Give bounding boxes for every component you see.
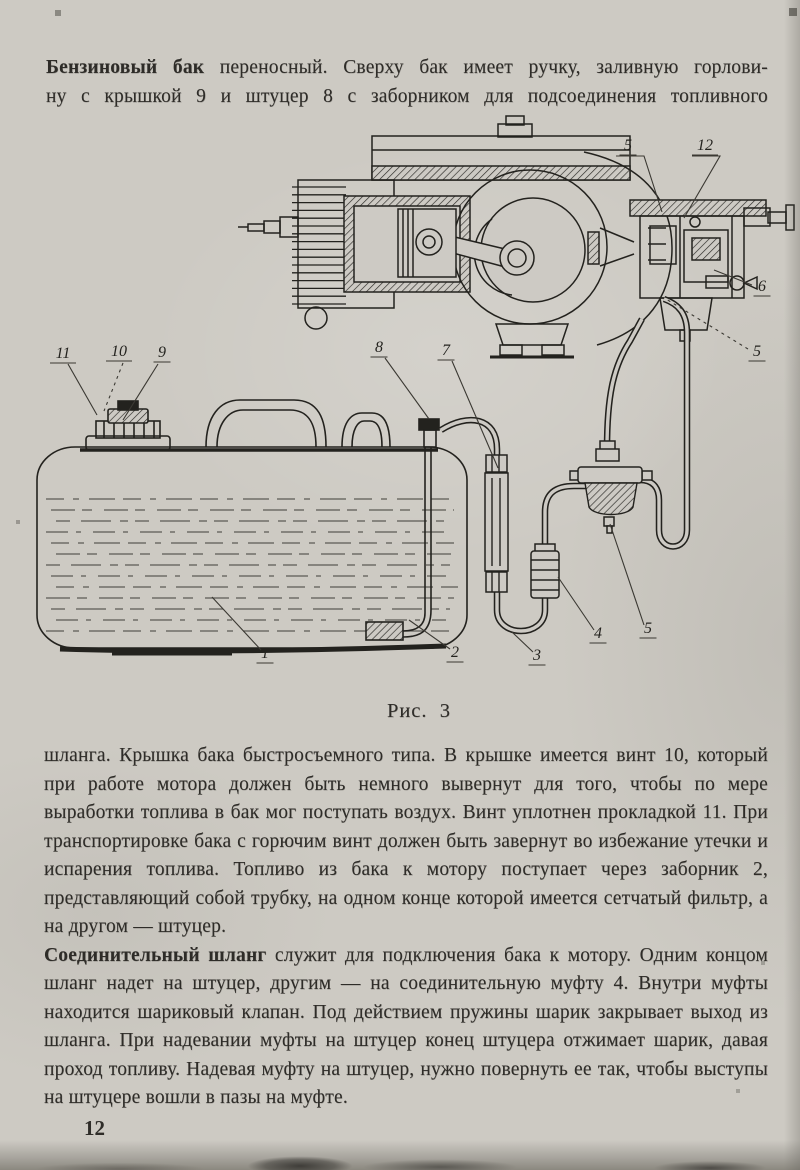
- intro-line1: переносный. Сверху бак имеет ручку, заливную горлови-: [204, 57, 768, 78]
- coupling-drawing: [531, 551, 559, 598]
- scan-specks: [0, 0, 2, 2]
- svg-text:10: 10: [111, 343, 127, 360]
- svg-text:9: 9: [158, 344, 166, 361]
- svg-text:3: 3: [533, 647, 541, 664]
- svg-text:12: 12: [697, 137, 713, 154]
- svg-text:5: 5: [644, 620, 652, 637]
- intro-paragraph: [46, 54, 768, 111]
- svg-text:4: 4: [594, 625, 602, 642]
- svg-text:1: 1: [261, 645, 269, 662]
- svg-text:5: 5: [753, 343, 761, 360]
- filler-cap-drawing: [86, 401, 170, 450]
- body-text: [44, 742, 768, 1113]
- scan-artifact-bottom: [0, 1140, 800, 1170]
- svg-text:5: 5: [624, 137, 632, 154]
- fuel-level-lines: [46, 499, 458, 631]
- carburetor-drawing: [630, 200, 794, 341]
- svg-text:7: 7: [442, 342, 450, 359]
- body-paragraph-2: Соединительный шланг служит для подключения бака к мотору. Одним концом шланг надет на штуцер, другим — на соединительную муфту 4. Внутри муфты находится шариковый клапан. Под действием пружины шарик закрывает выход из шланга. При надевании муфты на штуцер конец штуцера отжимает шарик, давая проход топливу. Надевая муфту на штуцер, нужно повернуть ее так, чтобы выступы на штуцере вошли в пазы на муфте.: [44, 944, 769, 1108]
- scan-artifact-right: [784, 0, 800, 1170]
- tank-fitting-drawing: [419, 419, 439, 430]
- body-paragraph-1: шланга. Крышка бака быстросъемного типа. В крышке имеется винт 10, который при работе мотора должен быть немного вывернут для того, чтобы по мере выработки топлива в бак мог поступать воздух. Винт уплотнен прокладкой 11. При транспортировке бака с горючим винт должен быть завернут во избежание утечки и испарения топлива. Топливо из бака к мотору поступает через заборник 2, представляющий собой трубку, на одном конце которой имеется сетчатый фильтр, а на другом — штуцер.: [44, 745, 768, 937]
- svg-text:11: 11: [55, 345, 71, 362]
- svg-text:2: 2: [451, 644, 459, 661]
- page-number: 12: [84, 1116, 105, 1140]
- svg-text:6: 6: [758, 278, 766, 295]
- spark-plug-icon: [238, 217, 298, 237]
- svg-text:8: 8: [375, 339, 383, 356]
- paragraph-lead: Соединительный шланг: [44, 944, 267, 966]
- cooling-fins: [292, 187, 346, 304]
- intro-lead: Бензиновый бак: [46, 57, 205, 78]
- fuel-tank-drawing: [37, 400, 467, 654]
- intro-line2: ну с крышкой 9 и штуцер 8 с заборником для подсоединения топливного: [46, 85, 768, 107]
- figure-caption: Рис. 3: [386, 700, 452, 722]
